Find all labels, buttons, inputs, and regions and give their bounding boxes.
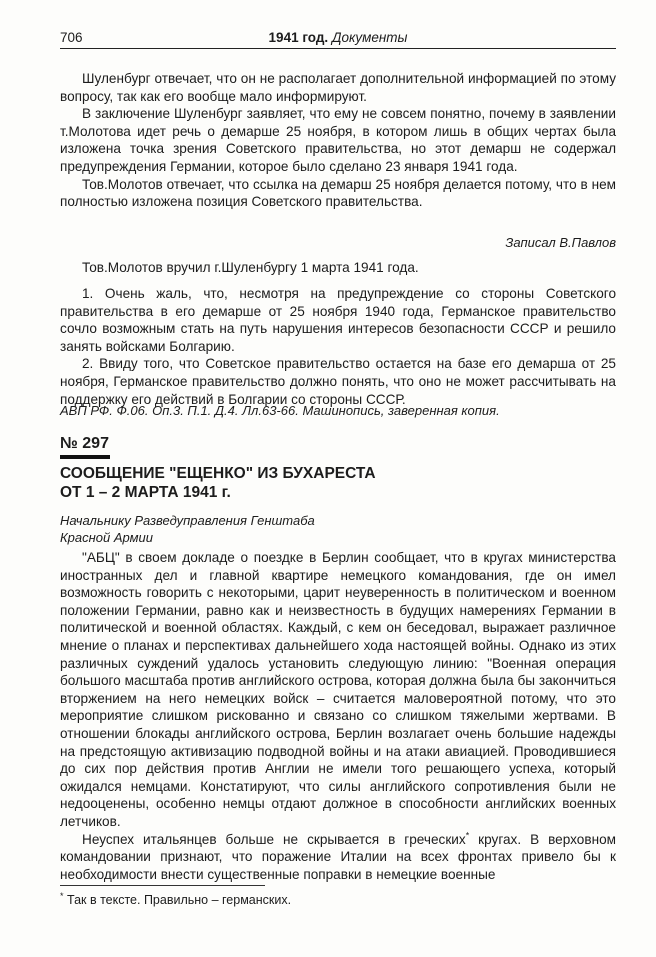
handed-note xyxy=(60,259,616,277)
paragraph: "АБЦ" в своем докладе о поездке в Берлин сообщает, что в кругах министерства иностранных дел и главной квартире немецкого командования, где он имел возможность говорить с некоторыми, царит неуверенность в политическом и военном положении Германии, равно как и неизвестность в будущих намерениях Германии в политической и военной областях. Каждый, с кем он беседовал, выражает различное мнение о планах и перспективах дальнейшего хода настоящей войны. Однако из этих различных суждений удалось установить следующую линию: "Военная операция большого масштаба против английского острова, которая должна была бы закончиться вторжением на него немецких войск – считается маловероятной потому, что это мероприятие слишком рискованно и связано со слишком тяжелыми жертвами. В отношении блокады английского острова, Берлин возлагает очень большие надежды на предстоящую активизацию подводной войны и на атаки авиацией. Проводившиеся до сих пор действия против Англии не имели того решающего успеха, который ожидался немцами. Констатируют, что силы английского сопротивления были не недооценены, особенно немцы отдают должное в способности английских военных летчиков. xyxy=(60,550,616,829)
document-number: № 297 xyxy=(60,435,109,452)
paragraph-text: Неуспех итальянцев больше не скрывается в греческих xyxy=(82,831,466,847)
document-title-line: ОТ 1 – 2 МАРТА 1941 г. xyxy=(60,484,231,501)
running-title xyxy=(60,30,616,45)
document-title-line: СООБЩЕНИЕ "ЕЩЕНКО" ИЗ БУХАРЕСТА xyxy=(60,465,376,482)
list-item: 1. Очень жаль, что, несмотря на предупреждение со стороны Советского правительства в его демарше от 25 ноября 1940 года, Германское правительство сочло возможным стать на путь нарушения интересов безопасности СССР и решило занять войсками Болгарию. xyxy=(60,286,616,354)
paragraph-text: кругах. В верховном командовании признают, что поражение Италии на всех фронтах привело бы к необходимости внести существенные поправки в немецкие военные xyxy=(60,831,616,882)
addressee-line: Красной Армии xyxy=(60,529,153,545)
statement-items xyxy=(60,285,616,408)
paragraph: Тов.Молотов отвечает, что ссылка на демарш 25 ноября делается потому, что в нем полностью изложена позиция Советского правительства. xyxy=(60,176,616,210)
paragraph: Шуленбург отвечает, что он не располагает дополнительной информацией по этому вопросу, так как его вообще мало информируют. xyxy=(60,71,616,104)
paragraph: В заключение Шуленбург заявляет, что ему не совсем понятно, почему в заявлении т.Молотова идет речь о демарше 25 ноября, в котором лишь в общих чертах была изложена точка зрения Советского правительства, но этот демарш не содержал предупреждения Германии, которое было сделано 23 января 1941 года. xyxy=(60,106,616,174)
footnote-text: Так в тексте. Правильно – германских. xyxy=(63,893,292,907)
running-title-section: Документы xyxy=(331,30,408,45)
footnote-mark: * xyxy=(60,890,64,901)
addressee xyxy=(60,513,616,546)
running-header xyxy=(60,29,616,49)
list-item: 2. Ввиду того, что Советское правительство остается на базе его демарша от 25 ноября, Германское правительство должно понять, что оно не может рассчитывать на поддержку его действий в Болгарии со стороны СССР. xyxy=(60,356,616,407)
paragraph xyxy=(60,831,616,884)
addressee-line: Начальнику Разведуправления Генштаба xyxy=(60,513,315,528)
document-number-rule xyxy=(60,455,110,459)
footnote-marker: * xyxy=(465,829,470,840)
signature: Записал В.Павлов xyxy=(505,235,616,250)
archive-reference: АВП РФ. Ф.06. Оп.3. П.1. Д.4. Лл.63-66. Машинопись, заверенная копия. xyxy=(60,403,500,418)
running-title-year: 1941 год. xyxy=(268,30,329,45)
document-title xyxy=(60,464,616,502)
footnote-divider xyxy=(60,885,265,886)
page-number: 706 xyxy=(60,30,83,45)
footnote xyxy=(60,890,616,907)
document-body xyxy=(60,549,616,883)
paragraph: Тов.Молотов вручил г.Шуленбургу 1 марта 1941 года. xyxy=(82,260,419,275)
previous-document-ending xyxy=(60,70,616,211)
document-number-block xyxy=(60,435,616,459)
